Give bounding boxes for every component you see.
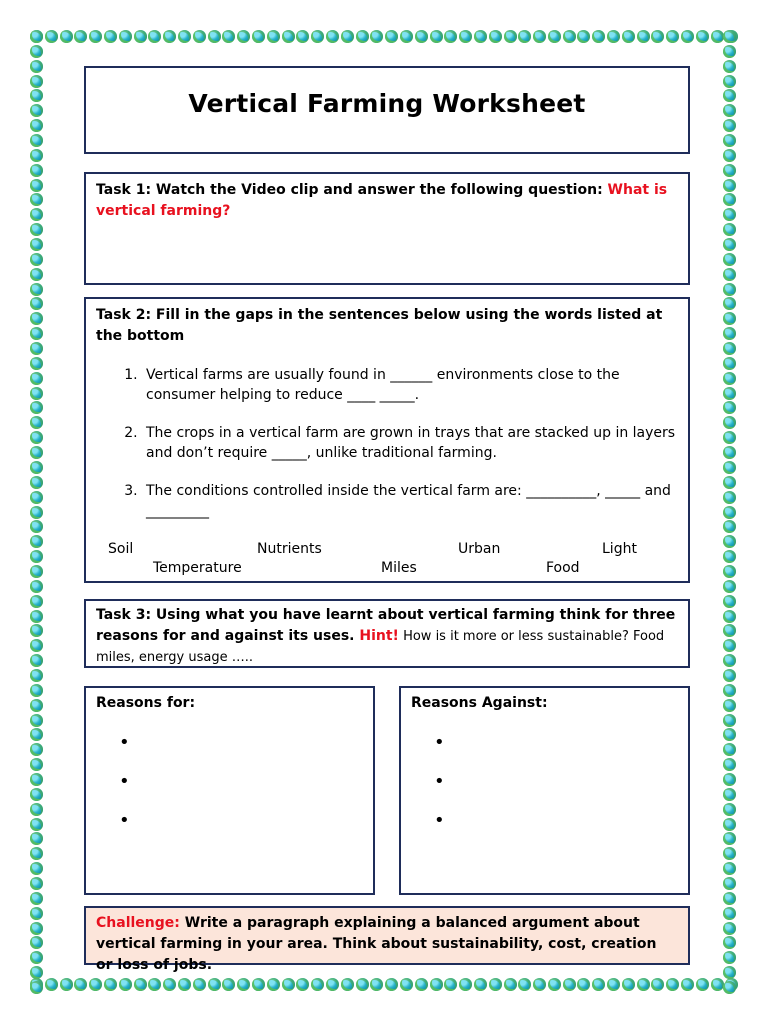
globe-icon: [415, 30, 428, 43]
globe-icon: [30, 104, 43, 117]
globe-icon: [30, 847, 43, 860]
globe-icon: [459, 978, 472, 991]
globe-icon: [637, 978, 650, 991]
task3-text: Task 3: Using what you have learnt about vertical farming think for three reasons for and against its uses.: [96, 607, 676, 644]
reasons-for-heading: Reasons for:: [96, 695, 196, 711]
globe-icon: [459, 30, 472, 43]
globe-icon: [415, 978, 428, 991]
globe-icon: [30, 45, 43, 58]
gap-fill-list: [116, 365, 687, 539]
hint-text: How is it more or less sustainable? Food miles, energy usage …..: [96, 629, 665, 665]
globe-icon: [504, 978, 517, 991]
globe-icon: [252, 978, 265, 991]
globe-icon: [723, 758, 736, 771]
globe-icon: [45, 30, 58, 43]
globe-icon: [489, 978, 502, 991]
globe-icon: [356, 978, 369, 991]
globe-icon: [723, 550, 736, 563]
globe-icon: [723, 164, 736, 177]
globe-icon: [385, 30, 398, 43]
globe-icon: [696, 978, 709, 991]
gap-fill-sentence: 3. The conditions controlled inside the vertical farm are: __________, _____ and _________: [142, 481, 687, 521]
globe-icon: [577, 978, 590, 991]
globe-icon: [311, 30, 324, 43]
globe-icon: [723, 936, 736, 949]
globe-icon: [723, 253, 736, 266]
globe-icon: [30, 60, 43, 73]
globe-icon: [311, 978, 324, 991]
globe-icon: [666, 30, 679, 43]
task1-box[interactable]: [84, 172, 690, 285]
globe-icon: [723, 981, 736, 994]
globe-icon: [723, 818, 736, 831]
globe-icon: [723, 89, 736, 102]
globe-icon: [385, 978, 398, 991]
globe-icon: [723, 520, 736, 533]
globe-icon: [533, 30, 546, 43]
globe-icon: [518, 30, 531, 43]
globe-icon: [30, 372, 43, 385]
globe-icon: [30, 580, 43, 593]
reasons-for-bullet: •: [119, 771, 130, 792]
globe-icon: [89, 978, 102, 991]
globe-icon: [30, 714, 43, 727]
globe-icon: [723, 684, 736, 697]
globe-icon: [30, 446, 43, 459]
globe-icon: [30, 297, 43, 310]
globe-icon: [60, 978, 73, 991]
globe-icon: [723, 654, 736, 667]
globe-icon: [723, 714, 736, 727]
globe-icon: [30, 89, 43, 102]
globe-icon: [723, 535, 736, 548]
globe-icon: [723, 342, 736, 355]
reasons-for-box[interactable]: [84, 686, 375, 895]
globe-icon: [30, 788, 43, 801]
globe-icon: [296, 30, 309, 43]
globe-icon: [30, 981, 43, 994]
globe-icon: [723, 461, 736, 474]
globe-icon: [723, 223, 736, 236]
globe-icon: [45, 978, 58, 991]
globe-icon: [30, 907, 43, 920]
globe-icon: [30, 357, 43, 370]
hint-label: Hint!: [359, 628, 399, 644]
globe-icon: [444, 30, 457, 43]
globe-icon: [356, 30, 369, 43]
globe-icon: [30, 639, 43, 652]
globe-icon: [723, 773, 736, 786]
globe-icon: [267, 978, 280, 991]
reasons-against-bullet: •: [434, 732, 445, 753]
globe-icon: [723, 357, 736, 370]
task3-instructions: [96, 605, 676, 668]
globe-icon: [134, 30, 147, 43]
decorative-border-bottom: [30, 978, 739, 994]
globe-icon: [723, 639, 736, 652]
globe-icon: [326, 978, 339, 991]
globe-icon: [296, 978, 309, 991]
globe-icon: [666, 978, 679, 991]
globe-icon: [723, 327, 736, 340]
globe-icon: [163, 30, 176, 43]
globe-icon: [723, 416, 736, 429]
globe-icon: [723, 387, 736, 400]
globe-icon: [723, 238, 736, 251]
globe-icon: [30, 624, 43, 637]
globe-icon: [30, 966, 43, 979]
globe-icon: [104, 30, 117, 43]
globe-icon: [723, 862, 736, 875]
globe-icon: [723, 966, 736, 979]
globe-icon: [723, 60, 736, 73]
globe-icon: [504, 30, 517, 43]
globe-icon: [30, 401, 43, 414]
globe-icon: [651, 978, 664, 991]
globe-icon: [30, 951, 43, 964]
globe-icon: [178, 30, 191, 43]
globe-icon: [723, 624, 736, 637]
globe-icon: [723, 104, 736, 117]
globe-icon: [563, 30, 576, 43]
task3-box: [84, 599, 690, 668]
globe-icon: [651, 30, 664, 43]
word-bank-item: Food: [546, 560, 580, 576]
globe-icon: [723, 803, 736, 816]
globe-icon: [30, 30, 43, 43]
globe-icon: [723, 699, 736, 712]
globe-icon: [723, 30, 736, 43]
decorative-border-left: [30, 30, 46, 994]
task1-text: Task 1: Watch the Video clip and answer the following question:: [96, 182, 608, 198]
globe-icon: [30, 877, 43, 890]
globe-icon: [193, 30, 206, 43]
globe-icon: [723, 476, 736, 489]
reasons-against-bullet: •: [434, 771, 445, 792]
globe-icon: [341, 978, 354, 991]
title-box: [84, 66, 690, 154]
globe-icon: [723, 134, 736, 147]
globe-icon: [30, 327, 43, 340]
globe-icon: [30, 610, 43, 623]
globe-icon: [30, 253, 43, 266]
globe-icon: [30, 134, 43, 147]
globe-icon: [119, 30, 132, 43]
globe-icon: [30, 491, 43, 504]
globe-icon: [30, 922, 43, 935]
globe-icon: [282, 30, 295, 43]
globe-icon: [326, 30, 339, 43]
globe-icon: [30, 416, 43, 429]
globe-icon: [30, 283, 43, 296]
globe-icon: [222, 30, 235, 43]
globe-icon: [30, 164, 43, 177]
globe-icon: [622, 30, 635, 43]
globe-icon: [489, 30, 502, 43]
globe-icon: [723, 610, 736, 623]
globe-icon: [592, 978, 605, 991]
globe-icon: [30, 149, 43, 162]
task2-instructions: Task 2: Fill in the gaps in the sentences below using the words listed at the bottom: [96, 307, 663, 344]
globe-icon: [89, 30, 102, 43]
globe-icon: [208, 30, 221, 43]
globe-icon: [548, 978, 561, 991]
globe-icon: [30, 461, 43, 474]
globe-icon: [592, 30, 605, 43]
globe-icon: [723, 922, 736, 935]
globe-icon: [30, 476, 43, 489]
globe-icon: [430, 30, 443, 43]
globe-icon: [74, 978, 87, 991]
globe-icon: [30, 654, 43, 667]
page-title: Vertical Farming Worksheet: [188, 89, 586, 118]
globe-icon: [30, 119, 43, 132]
globe-icon: [723, 283, 736, 296]
globe-icon: [711, 30, 724, 43]
globe-icon: [723, 297, 736, 310]
globe-icon: [30, 936, 43, 949]
globe-icon: [30, 535, 43, 548]
challenge-instructions: [96, 913, 676, 976]
globe-icon: [723, 595, 736, 608]
globe-icon: [474, 978, 487, 991]
challenge-box: [84, 906, 690, 973]
globe-icon: [723, 401, 736, 414]
globe-icon: [723, 45, 736, 58]
globe-icon: [723, 847, 736, 860]
decorative-border-top: [30, 30, 739, 46]
globe-icon: [444, 978, 457, 991]
globe-icon: [30, 520, 43, 533]
globe-icon: [723, 312, 736, 325]
globe-icon: [30, 892, 43, 905]
globe-icon: [723, 372, 736, 385]
globe-icon: [30, 758, 43, 771]
globe-icon: [30, 238, 43, 251]
globe-icon: [267, 30, 280, 43]
globe-icon: [370, 30, 383, 43]
globe-icon: [548, 30, 561, 43]
globe-icon: [30, 75, 43, 88]
globe-icon: [723, 506, 736, 519]
globe-icon: [222, 978, 235, 991]
challenge-label: Challenge:: [96, 915, 180, 931]
globe-icon: [30, 431, 43, 444]
reasons-against-box[interactable]: [399, 686, 690, 895]
globe-icon: [723, 208, 736, 221]
reasons-for-bullet: •: [119, 810, 130, 831]
globe-icon: [577, 30, 590, 43]
globe-icon: [104, 978, 117, 991]
word-bank-item: Miles: [381, 560, 417, 576]
globe-icon: [30, 832, 43, 845]
globe-icon: [400, 30, 413, 43]
task1-question: What is vertical farming?: [96, 182, 668, 219]
globe-icon: [400, 978, 413, 991]
globe-icon: [282, 978, 295, 991]
globe-icon: [681, 30, 694, 43]
globe-icon: [60, 30, 73, 43]
globe-icon: [30, 179, 43, 192]
challenge-text: Write a paragraph explaining a balanced argument about vertical farming in your area. Think about sustainability, cost, creation or loss of jobs.: [96, 915, 657, 973]
globe-icon: [681, 978, 694, 991]
globe-icon: [723, 193, 736, 206]
globe-icon: [193, 978, 206, 991]
globe-icon: [607, 30, 620, 43]
globe-icon: [148, 978, 161, 991]
globe-icon: [723, 788, 736, 801]
globe-icon: [119, 978, 132, 991]
word-bank-item: Temperature: [153, 560, 242, 576]
word-bank-item: Light: [602, 541, 637, 557]
globe-icon: [723, 877, 736, 890]
globe-icon: [178, 978, 191, 991]
globe-icon: [430, 978, 443, 991]
globe-icon: [723, 431, 736, 444]
globe-icon: [74, 30, 87, 43]
reasons-against-bullet: •: [434, 810, 445, 831]
task2-box: [84, 297, 690, 583]
globe-icon: [723, 832, 736, 845]
globe-icon: [723, 149, 736, 162]
globe-icon: [622, 978, 635, 991]
globe-icon: [341, 30, 354, 43]
globe-icon: [30, 312, 43, 325]
globe-icon: [30, 818, 43, 831]
globe-icon: [607, 978, 620, 991]
globe-icon: [723, 892, 736, 905]
globe-icon: [252, 30, 265, 43]
globe-icon: [723, 907, 736, 920]
globe-icon: [237, 978, 250, 991]
word-bank-item: Urban: [458, 541, 501, 557]
globe-icon: [30, 208, 43, 221]
globe-icon: [30, 743, 43, 756]
globe-icon: [30, 595, 43, 608]
globe-icon: [30, 773, 43, 786]
globe-icon: [148, 30, 161, 43]
word-bank-item: Soil: [108, 541, 134, 557]
globe-icon: [208, 978, 221, 991]
globe-icon: [370, 978, 383, 991]
globe-icon: [30, 550, 43, 563]
globe-icon: [723, 446, 736, 459]
reasons-for-bullet: •: [119, 732, 130, 753]
globe-icon: [30, 342, 43, 355]
globe-icon: [30, 699, 43, 712]
globe-icon: [563, 978, 576, 991]
globe-icon: [30, 684, 43, 697]
globe-icon: [237, 30, 250, 43]
globe-icon: [30, 803, 43, 816]
word-bank-item: Nutrients: [257, 541, 322, 557]
reasons-against-heading: Reasons Against:: [411, 695, 548, 711]
globe-icon: [30, 387, 43, 400]
globe-icon: [723, 268, 736, 281]
gap-fill-sentence: 1. Vertical farms are usually found in ______ environments close to the consumer helping to reduce ____ _____.: [142, 365, 687, 405]
gap-fill-sentence: 2. The crops in a vertical farm are grown in trays that are stacked up in layers and don’t require _____, unlike traditional farming.: [142, 423, 687, 463]
globe-icon: [723, 743, 736, 756]
globe-icon: [30, 223, 43, 236]
globe-icon: [711, 978, 724, 991]
globe-icon: [723, 119, 736, 132]
globe-icon: [723, 669, 736, 682]
decorative-border-right: [723, 30, 739, 994]
globe-icon: [518, 978, 531, 991]
globe-icon: [723, 951, 736, 964]
globe-icon: [30, 268, 43, 281]
globe-icon: [30, 506, 43, 519]
globe-icon: [637, 30, 650, 43]
globe-icon: [533, 978, 546, 991]
globe-icon: [30, 669, 43, 682]
task1-instructions: [96, 180, 676, 222]
globe-icon: [723, 565, 736, 578]
globe-icon: [30, 862, 43, 875]
globe-icon: [723, 728, 736, 741]
globe-icon: [30, 565, 43, 578]
globe-icon: [30, 728, 43, 741]
globe-icon: [723, 179, 736, 192]
globe-icon: [723, 491, 736, 504]
globe-icon: [163, 978, 176, 991]
globe-icon: [30, 193, 43, 206]
globe-icon: [696, 30, 709, 43]
globe-icon: [134, 978, 147, 991]
globe-icon: [474, 30, 487, 43]
globe-icon: [723, 580, 736, 593]
globe-icon: [723, 75, 736, 88]
